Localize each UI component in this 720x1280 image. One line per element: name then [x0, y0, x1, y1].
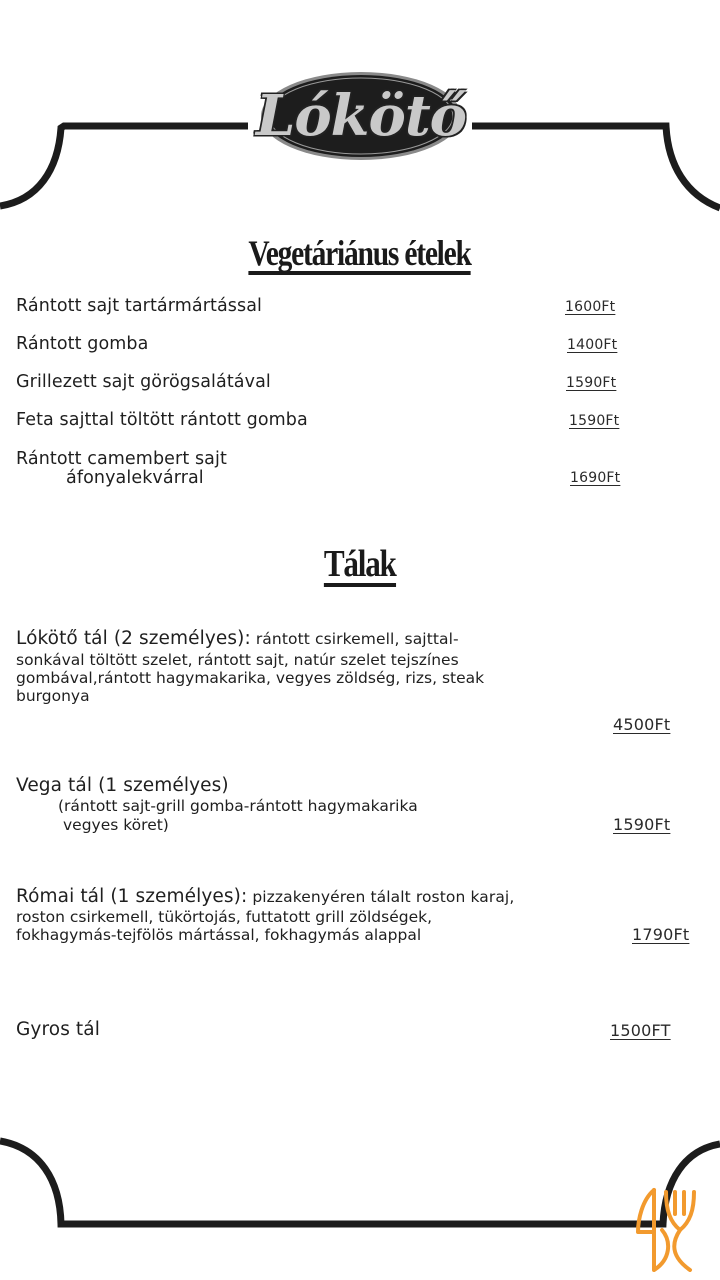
platter-price: 1790Ft [632, 925, 690, 944]
platter-description: (rántott sajt-grill gomba-rántott hagymakarika [58, 797, 418, 815]
menu-item-name: Rántott gomba [16, 334, 149, 354]
menu-item-price: 1590Ft [569, 413, 620, 429]
platter-name: Gyros tál [16, 1019, 100, 1040]
platter-description: gombával,rántott hagymakarika, vegyes zöldség, rizs, steak [16, 669, 485, 687]
platter-name: Vega tál (1 személyes) [16, 775, 229, 796]
platter-description: fokhagymás-tejfölös mártással, fokhagymás alappal [16, 926, 422, 944]
platter-description: rántott csirkemell, sajttal- [250, 630, 459, 648]
menu-item-price: 1400Ft [567, 337, 618, 353]
menu-item-price: 1590Ft [566, 375, 617, 391]
platter-name: Római tál (1 személyes): [16, 886, 248, 907]
platter-item [16, 629, 459, 649]
platter-description: vegyes köret) [63, 816, 169, 834]
fork-and-knife-icon [632, 1186, 712, 1272]
platter-price: 1500FT [610, 1021, 671, 1040]
platter-description: burgonya [16, 687, 90, 705]
menu-item-name: Rántott camembert sajt [16, 449, 227, 469]
menu-item-name: Rántott sajt tartármártással [16, 296, 262, 316]
section-title-vegetarian [0, 232, 720, 275]
platter-price: 1590Ft [613, 815, 671, 834]
menu-item-name: Grillezett sajt görögsalátával [16, 372, 271, 392]
logo-text: Lókötő [255, 83, 467, 149]
platter-description: roston csirkemell, tükörtojás, futtatott grill zöldségek, [16, 908, 433, 926]
menu-item-name: Feta sajttal töltött rántott gomba [16, 410, 308, 430]
section-title-platters [0, 542, 720, 587]
platter-description: pizzakenyéren tálalt roston karaj, [247, 888, 515, 906]
section-title-text: Vegetáriánus ételek [248, 233, 472, 273]
restaurant-logo [250, 68, 472, 164]
menu-item-price: 1690Ft [570, 470, 621, 486]
platter-price: 4500Ft [613, 715, 671, 734]
menu-item-price: 1600Ft [565, 299, 616, 315]
platter-name: Lókötő tál (2 személyes): [16, 628, 251, 649]
menu-item-name-continued: áfonyalekvárral [66, 468, 204, 488]
platter-item [16, 887, 514, 907]
platter-description: sonkával töltött szelet, rántott sajt, natúr szelet tejszínes [16, 651, 459, 669]
section-title-text: Tálak [324, 543, 396, 585]
